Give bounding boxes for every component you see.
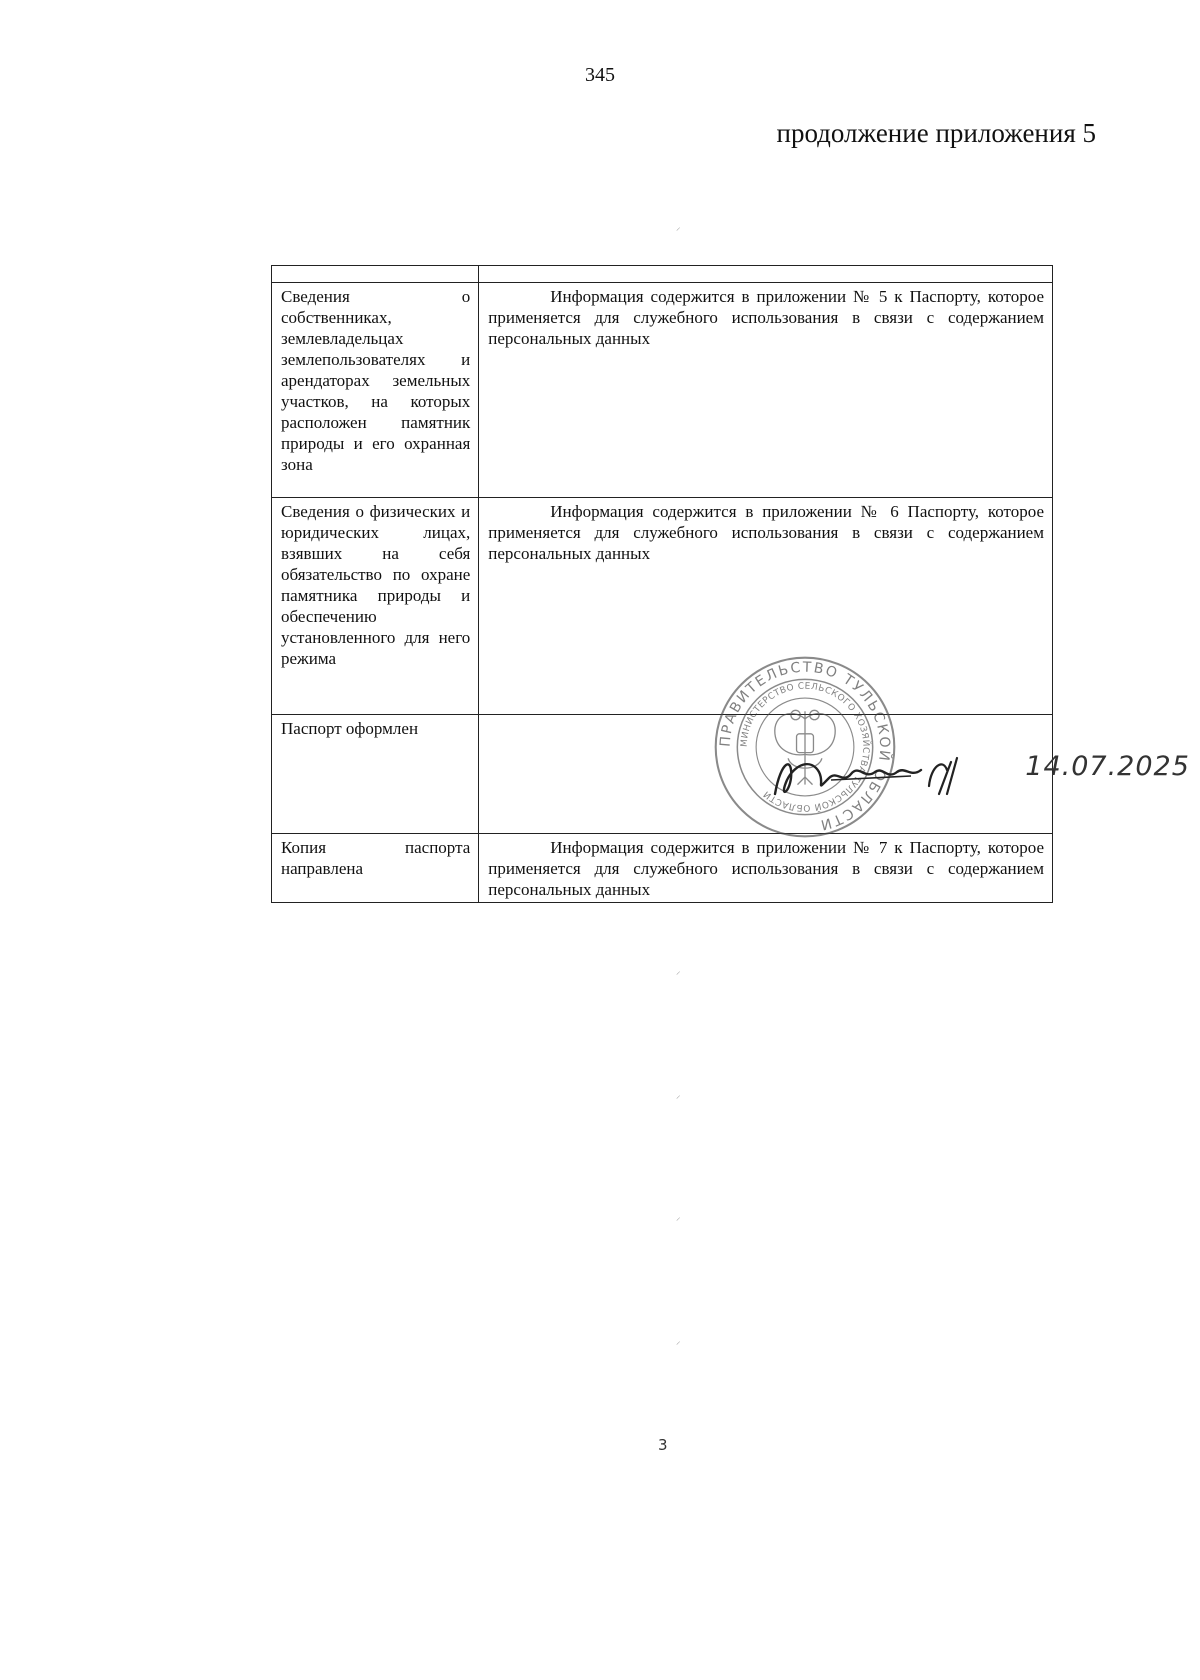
continuation-title: продолжение приложения 5 bbox=[776, 118, 1096, 148]
table-row-issued bbox=[272, 715, 1053, 834]
table-row-owners bbox=[272, 283, 1053, 498]
passport-table bbox=[271, 265, 1190, 903]
footer-page-number: 3 bbox=[658, 1436, 668, 1454]
signature-handwritten bbox=[771, 750, 971, 800]
issued-label: Паспорт оформлен bbox=[272, 715, 479, 834]
owners-value: Информация содержится в приложении № 5 к Паспорту, которое применяется для служебного использования в связи с содержанием персональных данных bbox=[479, 283, 1053, 498]
persons-label: Сведения о физических и юридических лицах, взявших на себя обязательство по охране памятника природы и обеспечению установленного для него режима bbox=[272, 498, 479, 715]
stamp-inner-text: МИНИСТЕРСТВО СЕЛЬСКОГО ХОЗЯЙСТВА ТУЛЬСКОЙ ОБЛАСТИ bbox=[739, 681, 871, 813]
issued-value bbox=[479, 659, 1190, 834]
scan-speck: ⸝ bbox=[676, 967, 681, 977]
scan-speck: ⸝ bbox=[676, 1091, 681, 1101]
persons-value: Информация содержится в приложении № 6 Паспорту, которое применяется для служебного использования в связи с содержанием персональных данных bbox=[479, 498, 1053, 715]
table-row-header bbox=[272, 266, 1053, 283]
table-row-persons bbox=[272, 498, 1053, 715]
owners-label: Сведения о собственниках, землевладельцах землепользователях и арендаторах земельных участков, на которых расположен памятник природы и его охранная зона bbox=[272, 283, 479, 498]
stamp-outer-text: ПРАВИТЕЛЬСТВО ТУЛЬСКОЙ ОБЛАСТИ bbox=[717, 659, 893, 833]
official-stamp bbox=[711, 653, 899, 841]
signature-date: 14.07.2025 bbox=[1025, 751, 1190, 782]
scan-speck: ⸝ bbox=[676, 223, 681, 233]
table-cell-label bbox=[272, 266, 479, 283]
copy-value: Информация содержится в приложении № 7 к Паспорту, которое применяется для служебного использования в связи с содержанием персональных данных bbox=[479, 834, 1053, 903]
scan-speck: ⸝ bbox=[676, 1337, 681, 1347]
table-row-copy bbox=[272, 834, 1053, 903]
copy-label: Копия паспорта направлена bbox=[272, 834, 479, 903]
page-number: 345 bbox=[585, 64, 615, 86]
scan-speck: ⸝ bbox=[676, 1213, 681, 1223]
table-cell-value bbox=[479, 266, 1053, 283]
